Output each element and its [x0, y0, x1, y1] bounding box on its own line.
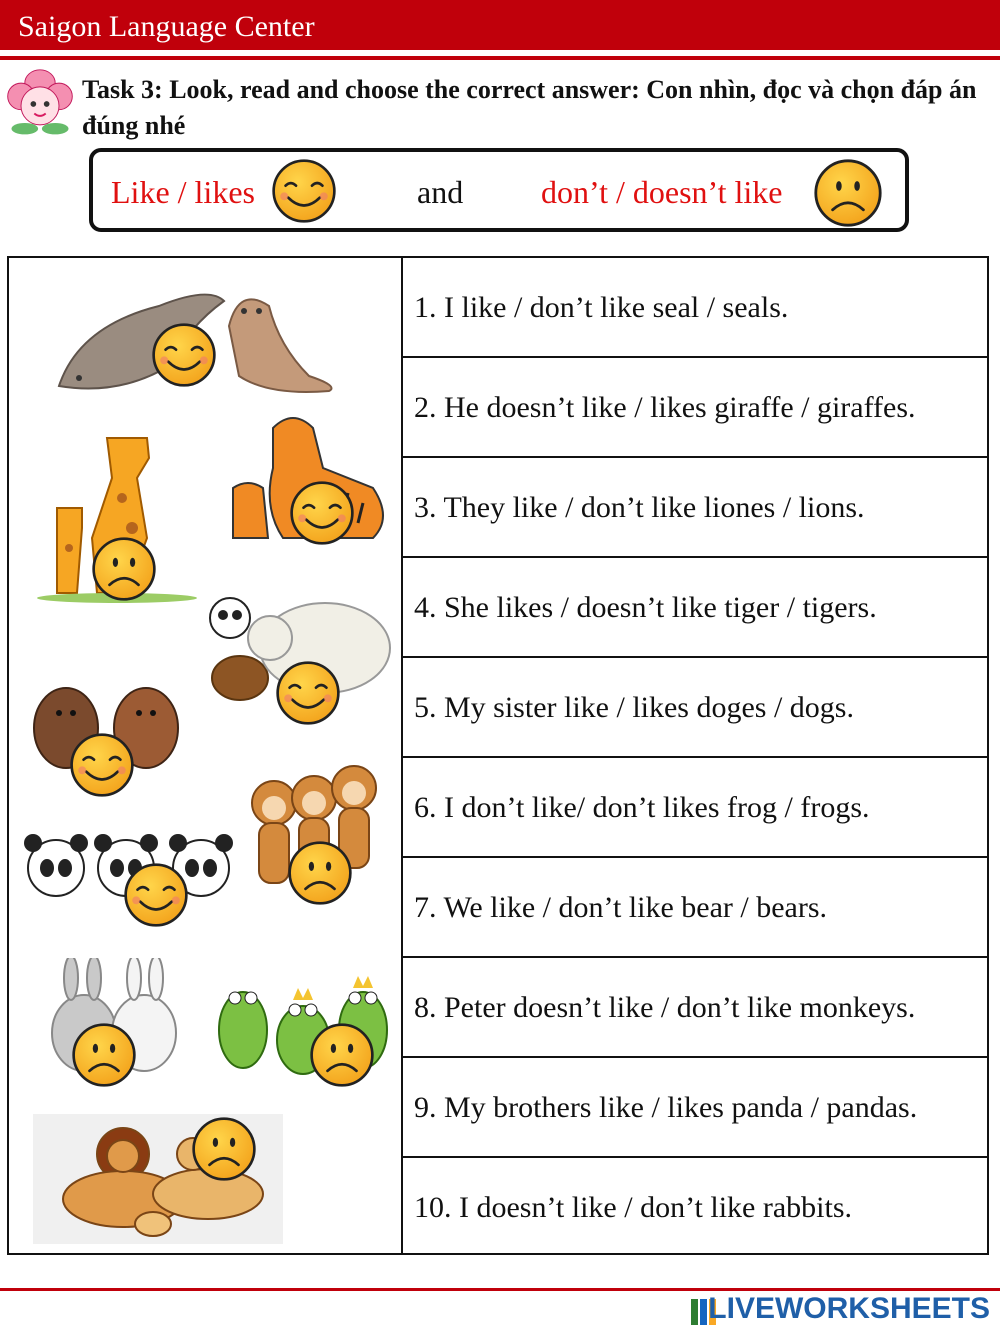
- sentence-row-4: 4. She likes / doesn’t like tiger / tigers.: [402, 558, 989, 658]
- sentence-row-1: 1. I like / don’t like seal / seals.: [402, 258, 989, 358]
- task-instruction: Task 3: Look, read and choose the correct answer: Con nhìn, đọc và chọn đáp án đúng nhé: [82, 75, 977, 140]
- sentence-row-7: 7. We like / don’t like bear / bears.: [402, 858, 989, 958]
- happy-face-icon: [275, 660, 341, 726]
- legend-dont-label: don’t / doesn’t like: [541, 174, 783, 210]
- sad-face-icon: [309, 1022, 375, 1088]
- header-divider: [0, 56, 1000, 60]
- sentence-row-10: 10. I doesn’t like / don’t like rabbits.: [414, 1191, 853, 1224]
- header-bar: [0, 0, 1000, 50]
- sentence-row-6: 6. I don’t like/ don’t likes frog / frogs.: [402, 758, 989, 858]
- flower-icon: [2, 66, 78, 142]
- sad-face-icon: [287, 840, 353, 906]
- pictures-column: [9, 258, 403, 1253]
- footer-divider: [0, 1288, 1000, 1291]
- worksheet-table: [7, 256, 989, 1255]
- legend-box: [89, 148, 909, 232]
- happy-face-icon: [289, 480, 355, 546]
- sentence-row-3: 3. They like / don’t like liones / lions.: [402, 458, 989, 558]
- legend-like-label: Like / likes: [111, 174, 255, 210]
- happy-face-icon: [151, 322, 217, 388]
- sentence-row-8: 8. Peter doesn’t like / don’t like monkeys.: [402, 958, 989, 1058]
- happy-face-icon: [123, 862, 189, 928]
- happy-face-icon: [271, 158, 337, 224]
- sad-face-icon: [191, 1116, 257, 1182]
- header-title: Saigon Language Center: [18, 10, 315, 43]
- sentence-row-5: 5. My sister like / likes doges / dogs.: [402, 658, 989, 758]
- sentence-row-2: 2. He doesn’t like / likes giraffe / giraffes.: [402, 358, 989, 458]
- happy-face-icon: [69, 732, 135, 798]
- footer-brand[interactable]: LIVEWORKSHEETS: [708, 1292, 990, 1325]
- legend-and-label: and: [417, 174, 464, 210]
- sentence-row-9: 9. My brothers like / likes panda / pandas.: [402, 1058, 989, 1158]
- sad-face-icon: [71, 1022, 137, 1088]
- sad-face-icon: [813, 158, 883, 228]
- sad-face-icon: [91, 536, 157, 602]
